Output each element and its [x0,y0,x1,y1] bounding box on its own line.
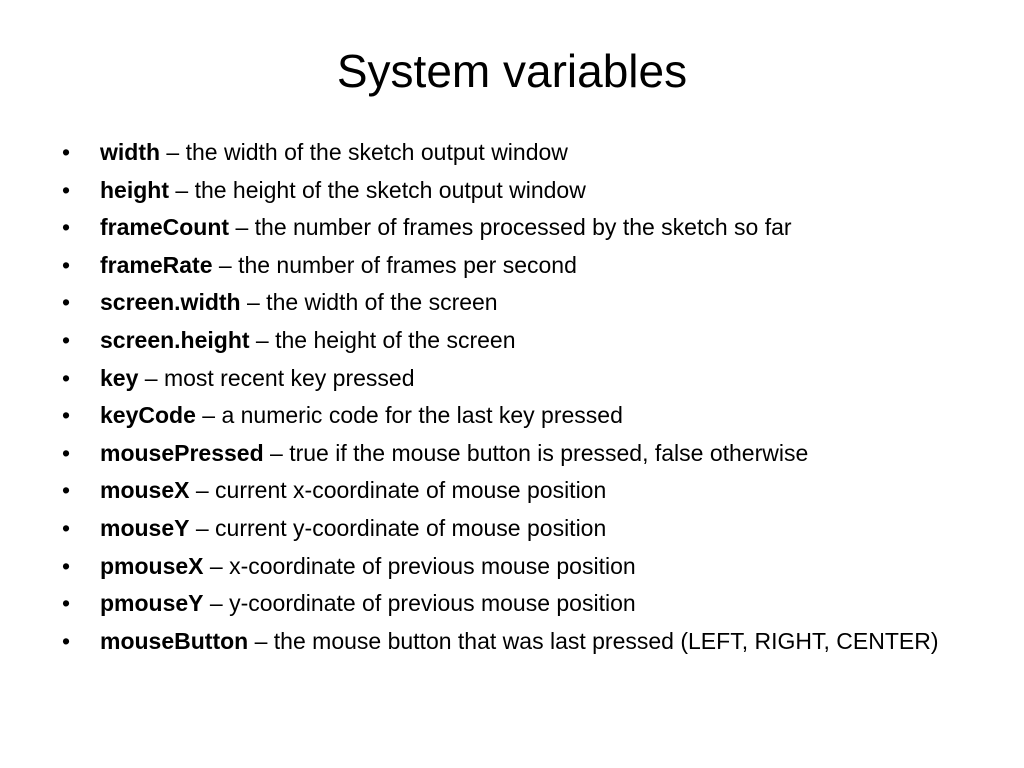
variable-name: mouseY [100,514,190,541]
bullet-icon: • [62,590,71,617]
variable-name: pmouseY [100,590,204,617]
list-item [62,588,982,618]
variable-name: height [100,176,169,203]
variable-name: screen.height [100,326,250,353]
variable-name: mouseButton [100,627,249,654]
variable-description: – y-coordinate of previous mouse position [203,590,636,617]
variable-description: – the number of frames per second [212,251,577,278]
bullet-icon: • [62,326,71,353]
variable-description: – the number of frames processed by the sketch so far [229,214,792,241]
list-item [62,137,982,167]
list-item [62,325,982,355]
bullet-list [62,137,982,663]
bullet-icon: • [62,514,71,541]
bullet-icon: • [62,214,71,241]
bullet-icon: • [62,402,71,429]
list-item [62,287,982,317]
variable-description: – the width of the sketch output window [160,139,568,165]
variable-name: width [100,139,161,165]
variable-description: – current y-coordinate of mouse position [189,514,607,541]
variable-description: – a numeric code for the last key pressed [195,402,623,429]
variable-name: screen.width [100,289,241,316]
bullet-icon: • [62,289,71,316]
list-item [62,363,982,393]
variable-name: mouseX [100,477,190,504]
variable-name: key [100,364,139,391]
bullet-icon: • [62,477,71,504]
variable-name: keyCode [100,402,196,429]
variable-description: – the height of the screen [249,326,516,353]
bullet-icon: • [62,251,71,278]
list-item [62,475,982,505]
slide-title: System variables [336,45,688,97]
list-item [62,513,982,543]
variable-description: – the height of the sketch output window [169,176,586,203]
list-item [62,250,982,280]
list-item [62,551,982,581]
list-item [62,175,982,205]
bullet-icon: • [62,627,71,654]
variable-description: – x-coordinate of previous mouse position [203,552,636,579]
variable-name: pmouseX [100,552,204,579]
bullet-icon: • [62,552,71,579]
variable-name: mousePressed [100,439,264,466]
bullet-icon: • [62,176,71,203]
bullet-icon: • [62,139,71,165]
list-item [62,438,982,468]
bullet-icon: • [62,439,71,466]
variable-description: – current x-coordinate of mouse position [189,477,607,504]
list-item [62,400,982,430]
bullet-icon: • [62,364,71,391]
list-item [62,212,982,242]
variable-description: – true if the mouse button is pressed, false otherwise [263,439,809,466]
variable-description: – the mouse button that was last pressed (LEFT, RIGHT, CENTER) [248,627,939,654]
variable-name: frameRate [100,251,213,278]
variable-name: frameCount [100,214,230,241]
variable-description: – most recent key pressed [138,364,415,391]
list-item [62,626,982,656]
variable-description: – the width of the screen [240,289,498,316]
